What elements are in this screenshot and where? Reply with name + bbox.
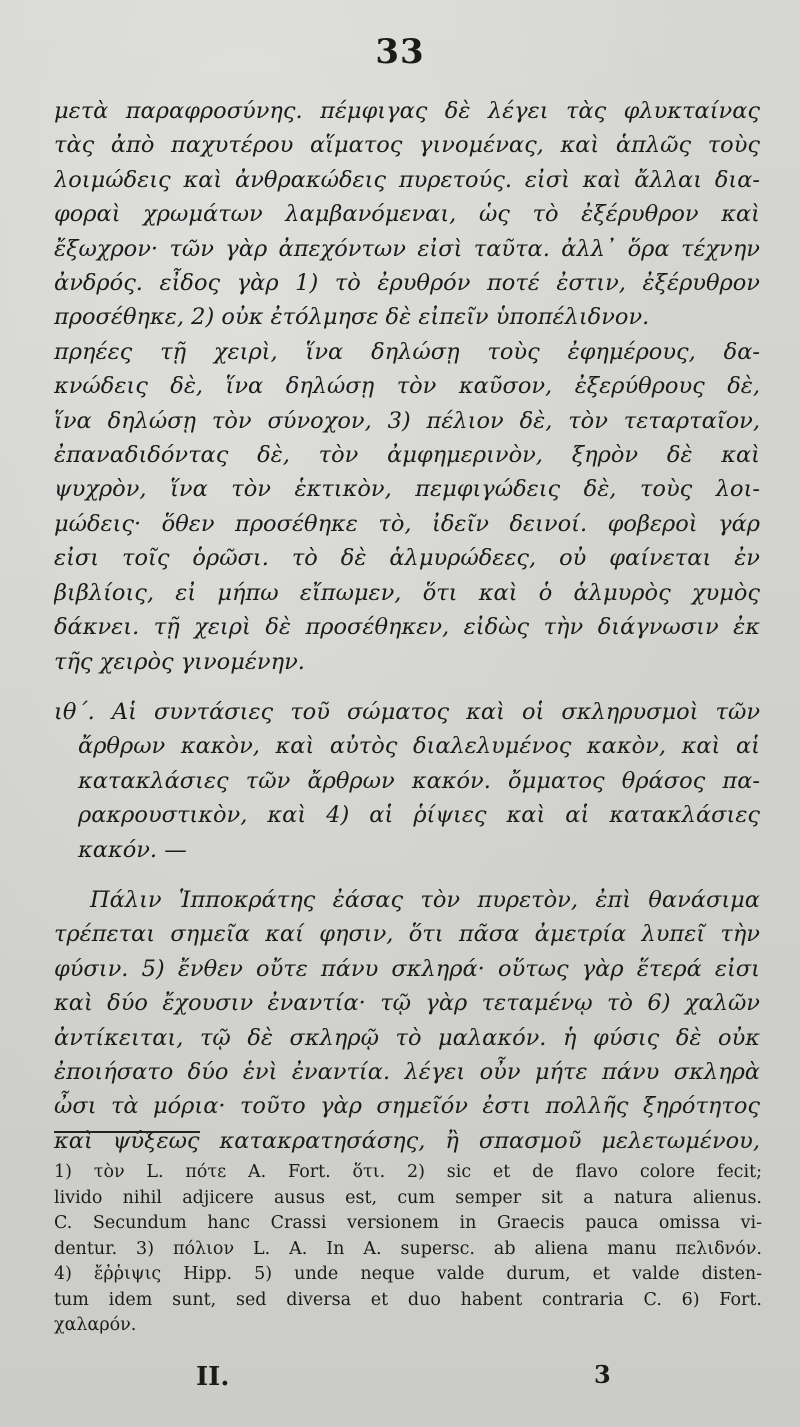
section-gap <box>54 679 760 695</box>
text-line: ψυχρὸν, ἵνα τὸν ἑκτικὸν, πεμφιγώδεις δὲ, τοὺς λοι- <box>54 476 760 503</box>
text-line: ἵνα δηλώσῃ τὸν σύνοχον, 3) πέλιον δὲ, τὸν τεταρταῖον, <box>54 407 760 434</box>
text-line: τῆς χειρὸς γινομένην. <box>54 648 305 675</box>
footnote-line: dentur. 3) πόλιον L. A. In A. supersc. ab aliena manu πελιδνόν. <box>54 1238 762 1259</box>
text-line: κατακλάσιες τῶν ἄρθρων κακόν. ὄμματος θράσος πα- <box>78 767 760 794</box>
text-line: ὦσι τὰ μόρια· τοῦτο γὰρ σημεῖόν ἐστι πολλῆς ξηρότητος <box>54 1093 760 1120</box>
footnote-line: 1) τὸν L. πότε A. Fort. ὅτι. 2) sic et de flavo colore fecit; <box>54 1162 762 1182</box>
text-line: Πάλιν Ἱπποκράτης ἐάσας τὸν πυρετὸν, ἐπὶ θανάσιμα <box>90 886 760 913</box>
paragraph-palin <box>54 883 760 1158</box>
text-line: ρακρουστικὸν, καὶ 4) αἱ ῥίψιες καὶ αἱ κατακλάσιες <box>78 802 760 829</box>
text-line: ἀντίκειται, τῷ δὲ σκληρῷ τὸ μαλακόν. ἡ φύσις δὲ οὐκ <box>54 1024 760 1051</box>
text-line: πρηέες τῇ χειρὶ, ἵνα δηλώσῃ τοὺς ἐφημέρους, δα- <box>54 338 760 365</box>
text-line: ἐποιήσατο δύο ἑνὶ ἐναντία. λέγει οὖν μήτε πάνυ σκληρὰ <box>54 1058 760 1085</box>
text-line: τρέπεται σημεῖα καί φησιν, ὅτι πᾶσα ἀμετρία λυπεῖ τὴν <box>54 921 760 948</box>
text-line: κακόν. — <box>78 836 187 863</box>
text-line: δάκνει. τῇ χειρὶ δὲ προσέθηκεν, εἰδὼς τὴν διάγνωσιν ἐκ <box>54 614 760 641</box>
signature-mark: II. <box>196 1362 230 1392</box>
text-line: εἰσι τοῖς ὁρῶσι. τὸ δὲ ἁλμυρώδεες, οὐ φαίνεται ἐν <box>54 545 760 572</box>
footnote-rule <box>54 1131 200 1133</box>
footnote-line: livido nihil adjicere ausus est, cum semper sit a natura alienus. <box>54 1187 762 1208</box>
text-line: λοιμώδεις καὶ ἀνθρακώδεις πυρετούς. εἰσὶ καὶ ἄλλαι δια- <box>54 166 760 193</box>
section-ith <box>54 695 760 867</box>
text-line: κνώδεις δὲ, ἵνα δηλώσῃ τὸν καῦσον, ἐξερύθρους δὲ, <box>54 373 760 400</box>
text-line: καὶ ψύξεως κατακρατησάσης, ἢ σπασμοῦ μελετωμένου, <box>54 1127 760 1154</box>
text-line: ἔξωχρον· τῶν γὰρ ἀπεχόντων εἰσὶ ταῦτα. ἀλλ᾽ ὅρα τέχνην <box>54 235 760 262</box>
footnote-line: 4) ἔῤῥιψις Hipp. 5) unde neque valde durum, et valde disten- <box>54 1264 762 1284</box>
text-line: ἐπαναδιδόντας δὲ, τὸν ἀμφημερινὸν, ξηρὸν δὲ καὶ <box>54 442 760 469</box>
text-line: φοραὶ χρωμάτων λαμβανόμεναι, ὡς τὸ ἐξέρυθρον καὶ <box>54 201 760 228</box>
section-heading-line: ιθ΄. Αἱ συντάσιες τοῦ σώματος καὶ οἱ σκληρυσμοὶ τῶν <box>54 698 760 725</box>
text-line: βιβλίοις, εἰ μήπω εἴπωμεν, ὅτι καὶ ὁ ἁλμυρὸς χυμὸς <box>54 579 760 606</box>
footnotes <box>54 1160 762 1339</box>
footnote-line: C. Secundum hanc Crassi versionem in Graecis pauca omissa vi- <box>54 1213 762 1233</box>
text-line: ἄρθρων κακὸν, καὶ αὐτὸς διαλελυμένος κακὸν, καὶ αἱ <box>78 733 760 760</box>
text-line: μετὰ παραφροσύνης. πέμφιγας δὲ λέγει τὰς φλυκταίνας <box>54 98 760 124</box>
section-gap <box>54 867 760 883</box>
text-line: φύσιν. 5) ἔνθεν οὔτε πάνυ σκληρά· οὕτως γὰρ ἕτερά εἰσι <box>54 955 760 982</box>
footnote-line: χαλαρόν. <box>54 1315 137 1335</box>
text-line: ἀνδρός. εἶδος γὰρ 1) τὸ ἐρυθρόν ποτέ ἐστιν, ἐξέρυθρον <box>54 270 760 297</box>
leaf-number: 3 <box>594 1360 611 1389</box>
footnote-line: tum idem sunt, sed diversa et duo habent contraria C. 6) Fort. <box>54 1289 762 1310</box>
page-number: 33 <box>375 32 425 72</box>
text-line: τὰς ἀπὸ παχυτέρου αἵματος γινομένας, καὶ ἁπλῶς τοὺς <box>54 132 760 159</box>
paragraph-commentary <box>54 94 760 679</box>
text-line: προσέθηκε, 2) οὐκ ἐτόλμησε δὲ εἰπεῖν ὑποπέλιδνον. <box>54 304 650 331</box>
text-line: καὶ δύο ἔχουσιν ἐναντία· τῷ γὰρ τεταμένῳ τὸ 6) χαλῶν <box>54 990 760 1017</box>
text-line: μώδεις· ὅθεν προσέθηκε τὸ, ἰδεῖν δεινοί. φοβεροὶ γάρ <box>54 510 760 537</box>
main-text <box>54 94 760 1158</box>
